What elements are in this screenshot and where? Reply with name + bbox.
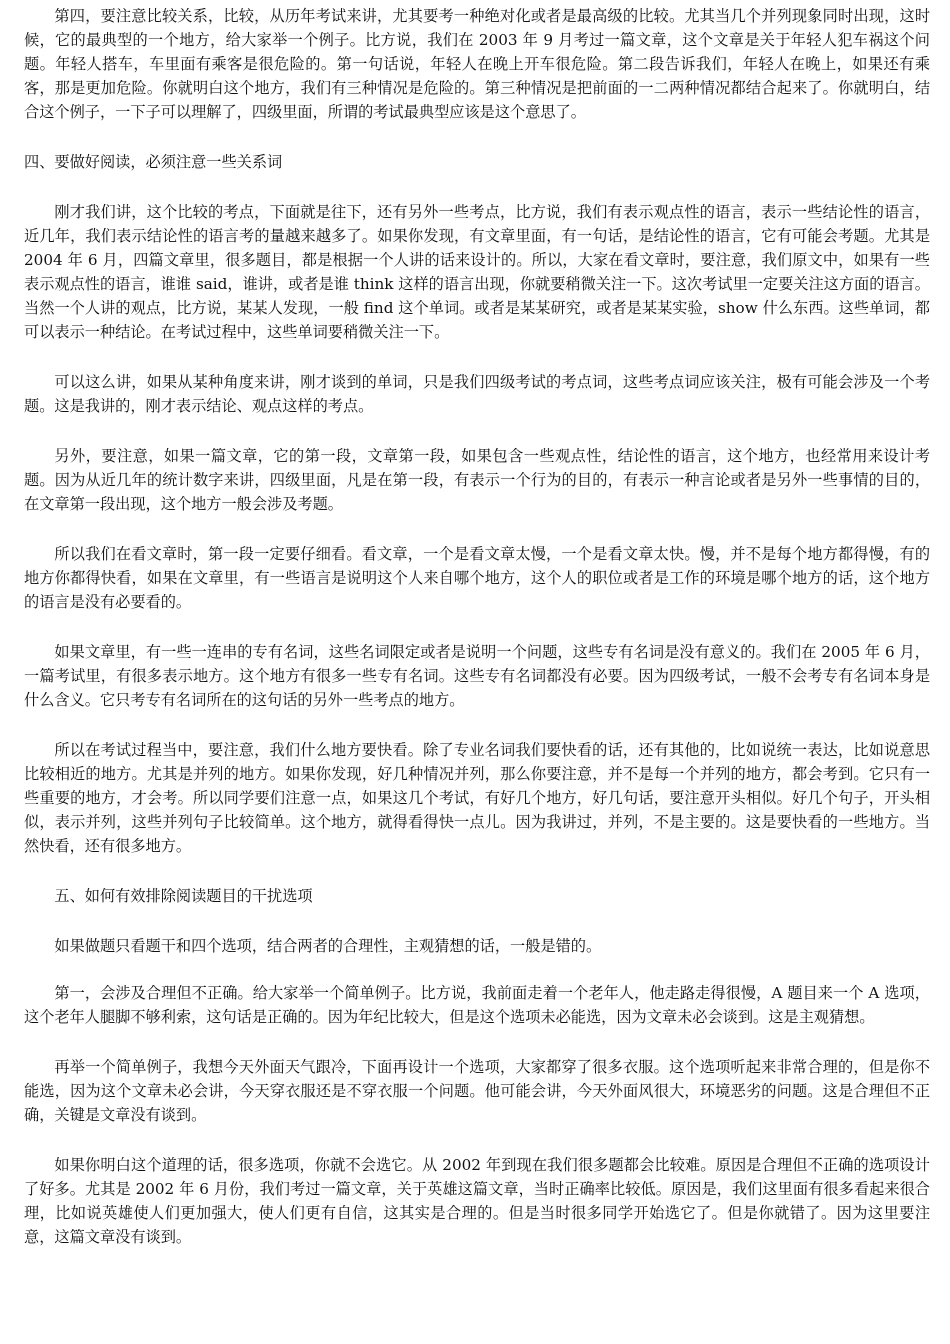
- section-heading-4: 四、要做好阅读，必须注意一些关系词: [24, 153, 283, 171]
- paragraph-first-section: 另外，要注意，如果一篇文章，它的第一段，文章第一段，如果包含一些观点性，结论性的语言，这个地方，也经常用来设计考题。因为从近几年的统计数字来讲，四级里面，凡是在第一段，有表示一个行为的目的，有表示一种言论或者是另外一些事情的目的，在文章第一段出现，这个地方一般会涉及考题。: [24, 447, 930, 513]
- paragraph-skim-places: 所以在考试过程当中，要注意，我们什么地方要快看。除了专业名词我们要快看的话，还有其他的，比如说统一表达，比如说意思比较相近的地方。尤其是并列的地方。如果你发现，好几种情况并列，那么你要注意，并不是每一个并列的地方，都会考到。它只有一些重要的地方，才会考。所以同学要们注意一点，如果这几个考试，有好几个地方，好几句话，要注意开头相似。好几个句子，开头相似，表示并列，这些并列句子比较简单。这个地方，就得看得快一点儿。因为我讲过，并列，不是主要的。这是要快看的一些地方。当然快看，还有很多地方。: [24, 741, 930, 855]
- paragraph-key-words: 可以这么讲，如果从某种角度来讲，刚才谈到的单词，只是我们四级考试的考点词，这些考点词应该关注，极有可能会涉及一个考题。这是我讲的，刚才表示结论、观点这样的考点。: [24, 373, 930, 415]
- paragraph-proper-nouns: 如果文章里，有一些一连串的专有名词，这些名词限定或者是说明一个问题，这些专有名词是没有意义的。我们在 2005 年 6 月，一篇考试里，有很多表示地方。这个地方有很多一些专有名词。这些专有名词都没有必要。因为四级考试，一般不会考专有名词本身是什么含义。它只考专有名词所在的这句话的另外一些考点的地方。: [24, 643, 930, 709]
- paragraph-conclusion-language: 刚才我们讲，这个比较的考点，下面就是往下，还有另外一些考点，比方说，我们有表示观点性的语言，表示一些结论性的语言，近几年，我们表示结论性的语言考的量越来越多了。如果你发现，有文章里面，有一句话，是结论性的语言，它有可能会考题。尤其是 2004 年 6 月，四篇文章里，很多题目，都是根据一个人讲的话来设计的。所以，大家在看文章时，要注意，我们原文中，如果有一些表示观点性的语言，谁谁 said，谁讲，或者是谁 think 这样的语言出现，你就要稍微关注一下。这次考试里一定要关注这方面的语言。当然一个人讲的观点，比方说，某某人发现，一般 find 这个单词。或者是某某研究，或者是某某实验，show 什么东西。这些单词，都可以表示一种结论。在考试过程中，这些单词要稍微关注一下。: [24, 203, 930, 341]
- paragraph-reasonable-not-correct: 第一，会涉及合理但不正确。给大家举一个简单例子。比方说，我前面走着一个老年人，他走路走得很慢，A 题目来一个 A 选项，这个老年人腿脚不够利索，这句话是正确的。因为年纪比较大，但是这个选项未必能选，因为文章未必会谈到。这是主观猜想。: [24, 984, 930, 1026]
- paragraph-comparison: 第四，要注意比较关系，比较，从历年考试来讲，尤其要考一种绝对化或者是最高级的比较。尤其当几个并列现象同时出现，这时候，它的最典型的一个地方，给大家举一个例子。比方说，我们在 2003 年 9 月考过一篇文章，这个文章是关于年轻人犯车祸这个问题。年轻人搭车，车里面有乘客是很危险的。第一句话说，年轻人在晚上开车很危险。第二段告诉我们，年轻人在晚上，如果还有乘客，那是更加危险。你就明白这个地方，我们有三种情况是危险的。第三种情况是把前面的一二两种情况都结合起来了。你就明白，结合这个例子，一下子可以理解了，四级里面，所谓的考试最典型应该是这个意思了。: [24, 7, 930, 121]
- paragraph-reading-speed: 所以我们在看文章时，第一段一定要仔细看。看文章，一个是看文章太慢，一个是看文章太快。慢，并不是每个地方都得慢，有的地方你都得快看，如果在文章里，有一些语言是说明这个人来自哪个地方，这个人的职位或者是工作的环境是哪个地方的话，这个地方的语言是没有必要看的。: [24, 545, 930, 611]
- document-page: [24, 4, 930, 1275]
- section-heading-5: 五、如何有效排除阅读题目的干扰选项: [54, 887, 313, 905]
- paragraph-subjective-guess: 如果做题只看题干和四个选项，结合两者的合理性，主观猜想的话，一般是错的。: [54, 937, 602, 955]
- paragraph-second-example: 再举一个简单例子，我想今天外面天气跟冷，下面再设计一个选项，大家都穿了很多衣服。这个选项听起来非常合理的，但是你不能选，因为这个文章未必会讲，今天穿衣服还是不穿衣服一个问题。他可能会讲，今天外面风很大，环境恶劣的问题。这是合理但不正确，关键是文章没有谈到。: [24, 1058, 930, 1124]
- paragraph-hero-article: 如果你明白这个道理的话，很多选项，你就不会选它。从 2002 年到现在我们很多题都会比较难。原因是合理但不正确的选项设计了好多。尤其是 2002 年 6 月份，我们考过一篇文章，关于英雄这篇文章，当时正确率比较低。原因是，我们这里面有很多看起来很合理，比如说英雄使人们更加强大，使人们更有自信，这其实是合理的。但是当时很多同学开始选它了。但是你就错了。因为这里要注意，这篇文章没有谈到。: [24, 1156, 930, 1246]
